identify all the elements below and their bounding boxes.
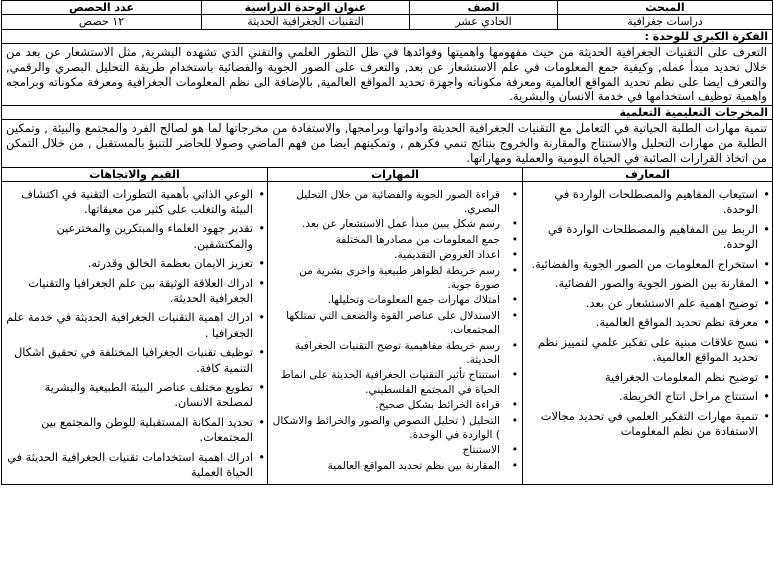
big-idea-text: التعرف على التقنيات الجغرافية الحديثة من حيث مفهومها واهميتها وفوائدها في ظل التطور العلمي والتقني الذي تشهده البشرية, مثل الاستشعار عن بعد من خلال تحديد مبدأ عمله, وكيفية جمع المعلومات في علم الاستشعار عن بعد, والتعرف على الصور الجوية والفضائية باستخدام طريقة التحليل البصري والرقمي, والتعرف ايضا على نظم تحديد المواقع العالمية ومعرفة مكوناته واجهزة تحديد المواقع العالمية, بالإضافة الى نظم المعلومات الجغرافية ومعرفة مكوناته وبرامجه واهمية توظيف استخدامها في خدمة الانسان والبشرية.	[2, 44, 773, 106]
list-item: • تحديد المكانة المستقبلية للوطن والمجتمع بين المجتمعات.	[6, 415, 253, 446]
info-row	[2, 15, 773, 30]
list-item: • الاستدلال على عناصر القوة والضعف التي تمتلكها المجتمعات.	[272, 309, 500, 338]
list-item: • امتلاك مهارات جمع المعلومات وتحليلها.	[272, 293, 500, 307]
list-item: • رسم خريطة مفاهيمية توضح التقنيات الجغرافية الحديثة.	[272, 339, 500, 368]
list-item: • ادراك اهمية استخدامات تقنيات الجغرافية الحديثة في الحياة العملية	[6, 450, 253, 481]
knowledge-column	[523, 181, 773, 485]
list-item: • ادراك العلاقة الوثيقة بين علم الجغرافيا والتقنيات الجغرافية الحديثة.	[6, 276, 253, 307]
big-idea-row	[2, 44, 773, 106]
unit-title-header: عنوان الوحدة الدراسية	[202, 1, 410, 15]
list-item: • جمع المعلومات من مصادرها المختلفة	[272, 233, 500, 247]
list-item: • رسم خريطة لظواهر طبيعية واخرى بشرية من صورة جوية.	[272, 264, 500, 293]
grade-header: الصف	[410, 1, 558, 15]
list-item: • استنتاج تأثير التقنيات الجغرافية الحديثة على انماط الحياة في المجتمع الفلسطيني.	[272, 368, 500, 397]
list-item: • قراءة الصور الجوية والفضائية من خلال التحليل البصري.	[272, 188, 500, 217]
skills-list	[268, 182, 522, 474]
big-idea-title: الفكرة الكبرى للوحدة :	[2, 30, 773, 44]
list-item: • الاستنتاج	[272, 443, 500, 457]
objectives-lists-row	[2, 181, 773, 485]
knowledge-list	[523, 182, 772, 440]
list-item: • تعزيز الايمان بعظمة الخالق وقدرته.	[6, 256, 253, 271]
list-item: • ادراك اهمية التقنيات الجغرافية الحديثة في خدمة علم الجغرافيا .	[6, 310, 253, 341]
objectives-header-row	[2, 167, 773, 181]
outcomes-title: المخرجات التعليمية التعلمية	[2, 106, 773, 120]
subject-header: المبحث	[558, 1, 773, 15]
outcomes-title-row	[2, 106, 773, 120]
list-item: • قراءة الخرائط بشكل صحيح.	[272, 398, 500, 412]
unit-plan-table	[1, 0, 773, 168]
list-item: • المقارنة بين نظم تحديد المواقع العالمية	[272, 459, 500, 473]
values-column	[2, 181, 268, 485]
list-item: • الوعي الذاتي بأهمية التطورات التقنية في اكتشاف البيئة والتغلب على كثير من معيقاتها.	[6, 187, 253, 218]
values-header: القيم والاتجاهات	[2, 167, 268, 181]
list-item: • التحليل ( تحليل النصوص والصور والخرائط والاشكال ) الواردة في الوحدة.	[272, 414, 500, 443]
list-item: • توضيح نظم المعلومات الجغرافية	[527, 370, 758, 386]
list-item: • رسم شكل يبين مبدأ عمل الاستشعار عن بعد.	[272, 217, 500, 231]
list-item: • تقدير جهود العلماء والمبتكرين والمخترعين والمكتشفين.	[6, 221, 253, 252]
list-item: • تطويع مختلف عناصر البيئة الطبيعية والبشرية لمصلحة الانسان.	[6, 380, 253, 411]
list-item: • استيعاب المفاهيم والمصطلحات الواردة في الوحدة.	[527, 187, 758, 218]
list-item: • تنمية مهارات التفكير العلمي في تحديد مجالات الاستفادة من نظم المعلومات	[527, 409, 758, 440]
list-item: • الربط بين المفاهيم والمصطلحات الواردة في الوحدة.	[527, 222, 758, 253]
objectives-table	[1, 167, 773, 486]
list-item: • استنتاج مراحل انتاج الخريطة.	[527, 389, 758, 405]
list-item: • توضيح اهمية علم الاستشعار عن بعد.	[527, 296, 758, 312]
list-item: • المقارنة بين الصور الجوية والصور الفضائية.	[527, 276, 758, 292]
subject-value: دراسات جغرافية	[558, 15, 773, 30]
unit-title-value: التقنيات الجغرافية الحديثة	[202, 15, 410, 30]
outcomes-row	[2, 120, 773, 167]
header-row	[2, 1, 773, 15]
skills-column	[268, 181, 523, 485]
list-item: • معرفة نظم تحديد المواقع العالمية.	[527, 315, 758, 331]
periods-header: عدد الحصص	[2, 1, 202, 15]
big-idea-title-row	[2, 30, 773, 44]
periods-value: ١٢ حصص	[2, 15, 202, 30]
list-item: • نسج علاقات مبنية على تفكير علمي لتمييز نظم تحديد المواقع العالمية.	[527, 335, 758, 366]
list-item: • توظيف تقنيات الجغرافيا المختلفة في تحقيق اشكال التنمية كافة.	[6, 345, 253, 376]
list-item: • اعداد العروض التقديمية.	[272, 248, 500, 262]
knowledge-header: المعارف	[523, 167, 773, 181]
skills-header: المهارات	[268, 167, 523, 181]
values-list	[2, 182, 267, 481]
list-item: • استخراج المعلومات من الصور الجوية والفضائية.	[527, 257, 758, 273]
grade-value: الحادي عشر	[410, 15, 558, 30]
outcomes-text: تنمية مهارات الطلبة الحياتية في التعامل مع التقنيات الجغرافية الحديثة وادواتها وبرامجها, والاستفادة من مخرجاتها لما هو لصالح الفرد والمجتمع والبيئة , وتمكين الطلبة من مهارات التحليل والاستنتاج والمقارنة والخروج بنتائج تنمي فكرهم , وتمكينهم ايضا من فهم الماضي وصولا للحاضر للتنبؤ بالمستقبل , من خلال التمكن من اتخاذ القرارات الصائبة في الحياة اليومية والعملية ومهاراتها.	[2, 120, 773, 167]
